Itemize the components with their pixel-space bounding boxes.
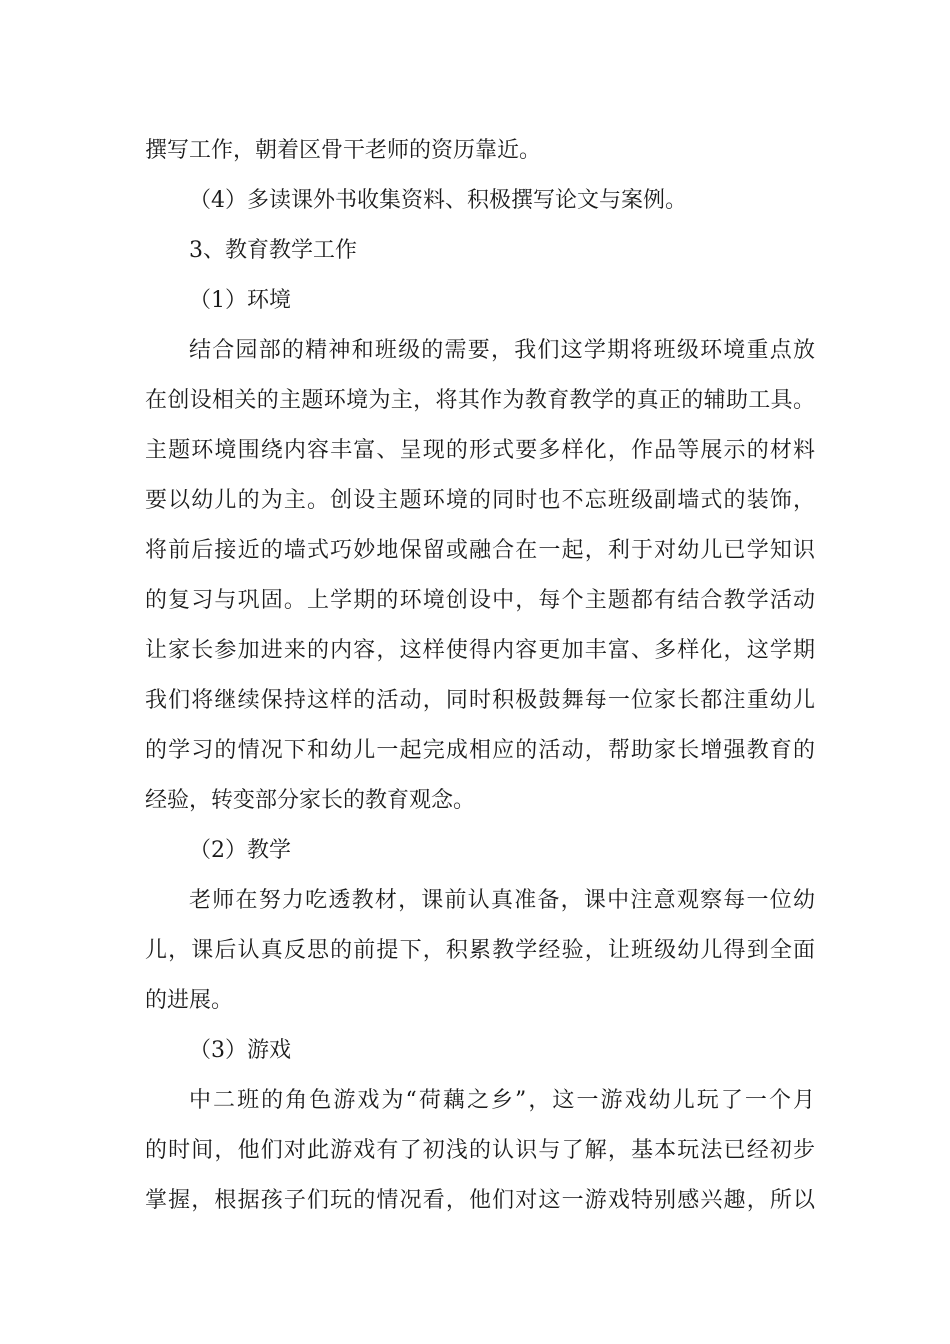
text-line: 的进展。 bbox=[145, 988, 234, 1013]
text-line: 撰写工作，朝着区骨干老师的资历靠近。 bbox=[145, 138, 542, 163]
text-line: （4）多读课外书收集资料、积极撰写论文与案例。 bbox=[189, 188, 687, 213]
text-line: 经验，转变部分家长的教育观念。 bbox=[145, 788, 476, 813]
body-text bbox=[145, 126, 815, 1226]
text-line: 的复习与巩固。上学期的环境创设中，每个主题都有结合教学活动 bbox=[145, 588, 815, 613]
text-line: 我们将继续保持这样的活动，同时积极鼓舞每一位家长都注重幼儿 bbox=[145, 688, 815, 713]
text-line: 老师在努力吃透教材，课前认真准备，课中注意观察每一位幼 bbox=[189, 888, 815, 913]
text-line: 掌握，根据孩子们玩的情况看，他们对这一游戏特别感兴趣，所以 bbox=[145, 1188, 815, 1213]
text-line: 儿，课后认真反思的前提下，积累教学经验，让班级幼儿得到全面 bbox=[145, 938, 815, 963]
text-line: 主题环境围绕内容丰富、呈现的形式要多样化，作品等展示的材料 bbox=[145, 438, 815, 463]
text-line: （3）游戏 bbox=[189, 1038, 291, 1063]
text-line: 在创设相关的主题环境为主，将其作为教育教学的真正的辅助工具。 bbox=[145, 388, 815, 413]
text-line: （1）环境 bbox=[189, 288, 291, 313]
text-line: 结合园部的精神和班级的需要，我们这学期将班级环境重点放 bbox=[189, 338, 815, 363]
text-line: 将前后接近的墙式巧妙地保留或融合在一起，利于对幼儿已学知识 bbox=[145, 538, 815, 563]
text-line: 中二班的角色游戏为“荷藕之乡”，这一游戏幼儿玩了一个月 bbox=[189, 1088, 815, 1113]
text-line: 的时间，他们对此游戏有了初浅的认识与了解，基本玩法已经初步 bbox=[145, 1138, 815, 1163]
text-line: （2）教学 bbox=[189, 838, 291, 863]
text-line: 让家长参加进来的内容，这样使得内容更加丰富、多样化，这学期 bbox=[145, 638, 815, 663]
text-line: 要以幼儿的为主。创设主题环境的同时也不忘班级副墙式的装饰， bbox=[145, 488, 815, 513]
text-line: 的学习的情况下和幼儿一起完成相应的活动，帮助家长增强教育的 bbox=[145, 738, 815, 763]
text-line: 3、教育教学工作 bbox=[189, 238, 357, 263]
